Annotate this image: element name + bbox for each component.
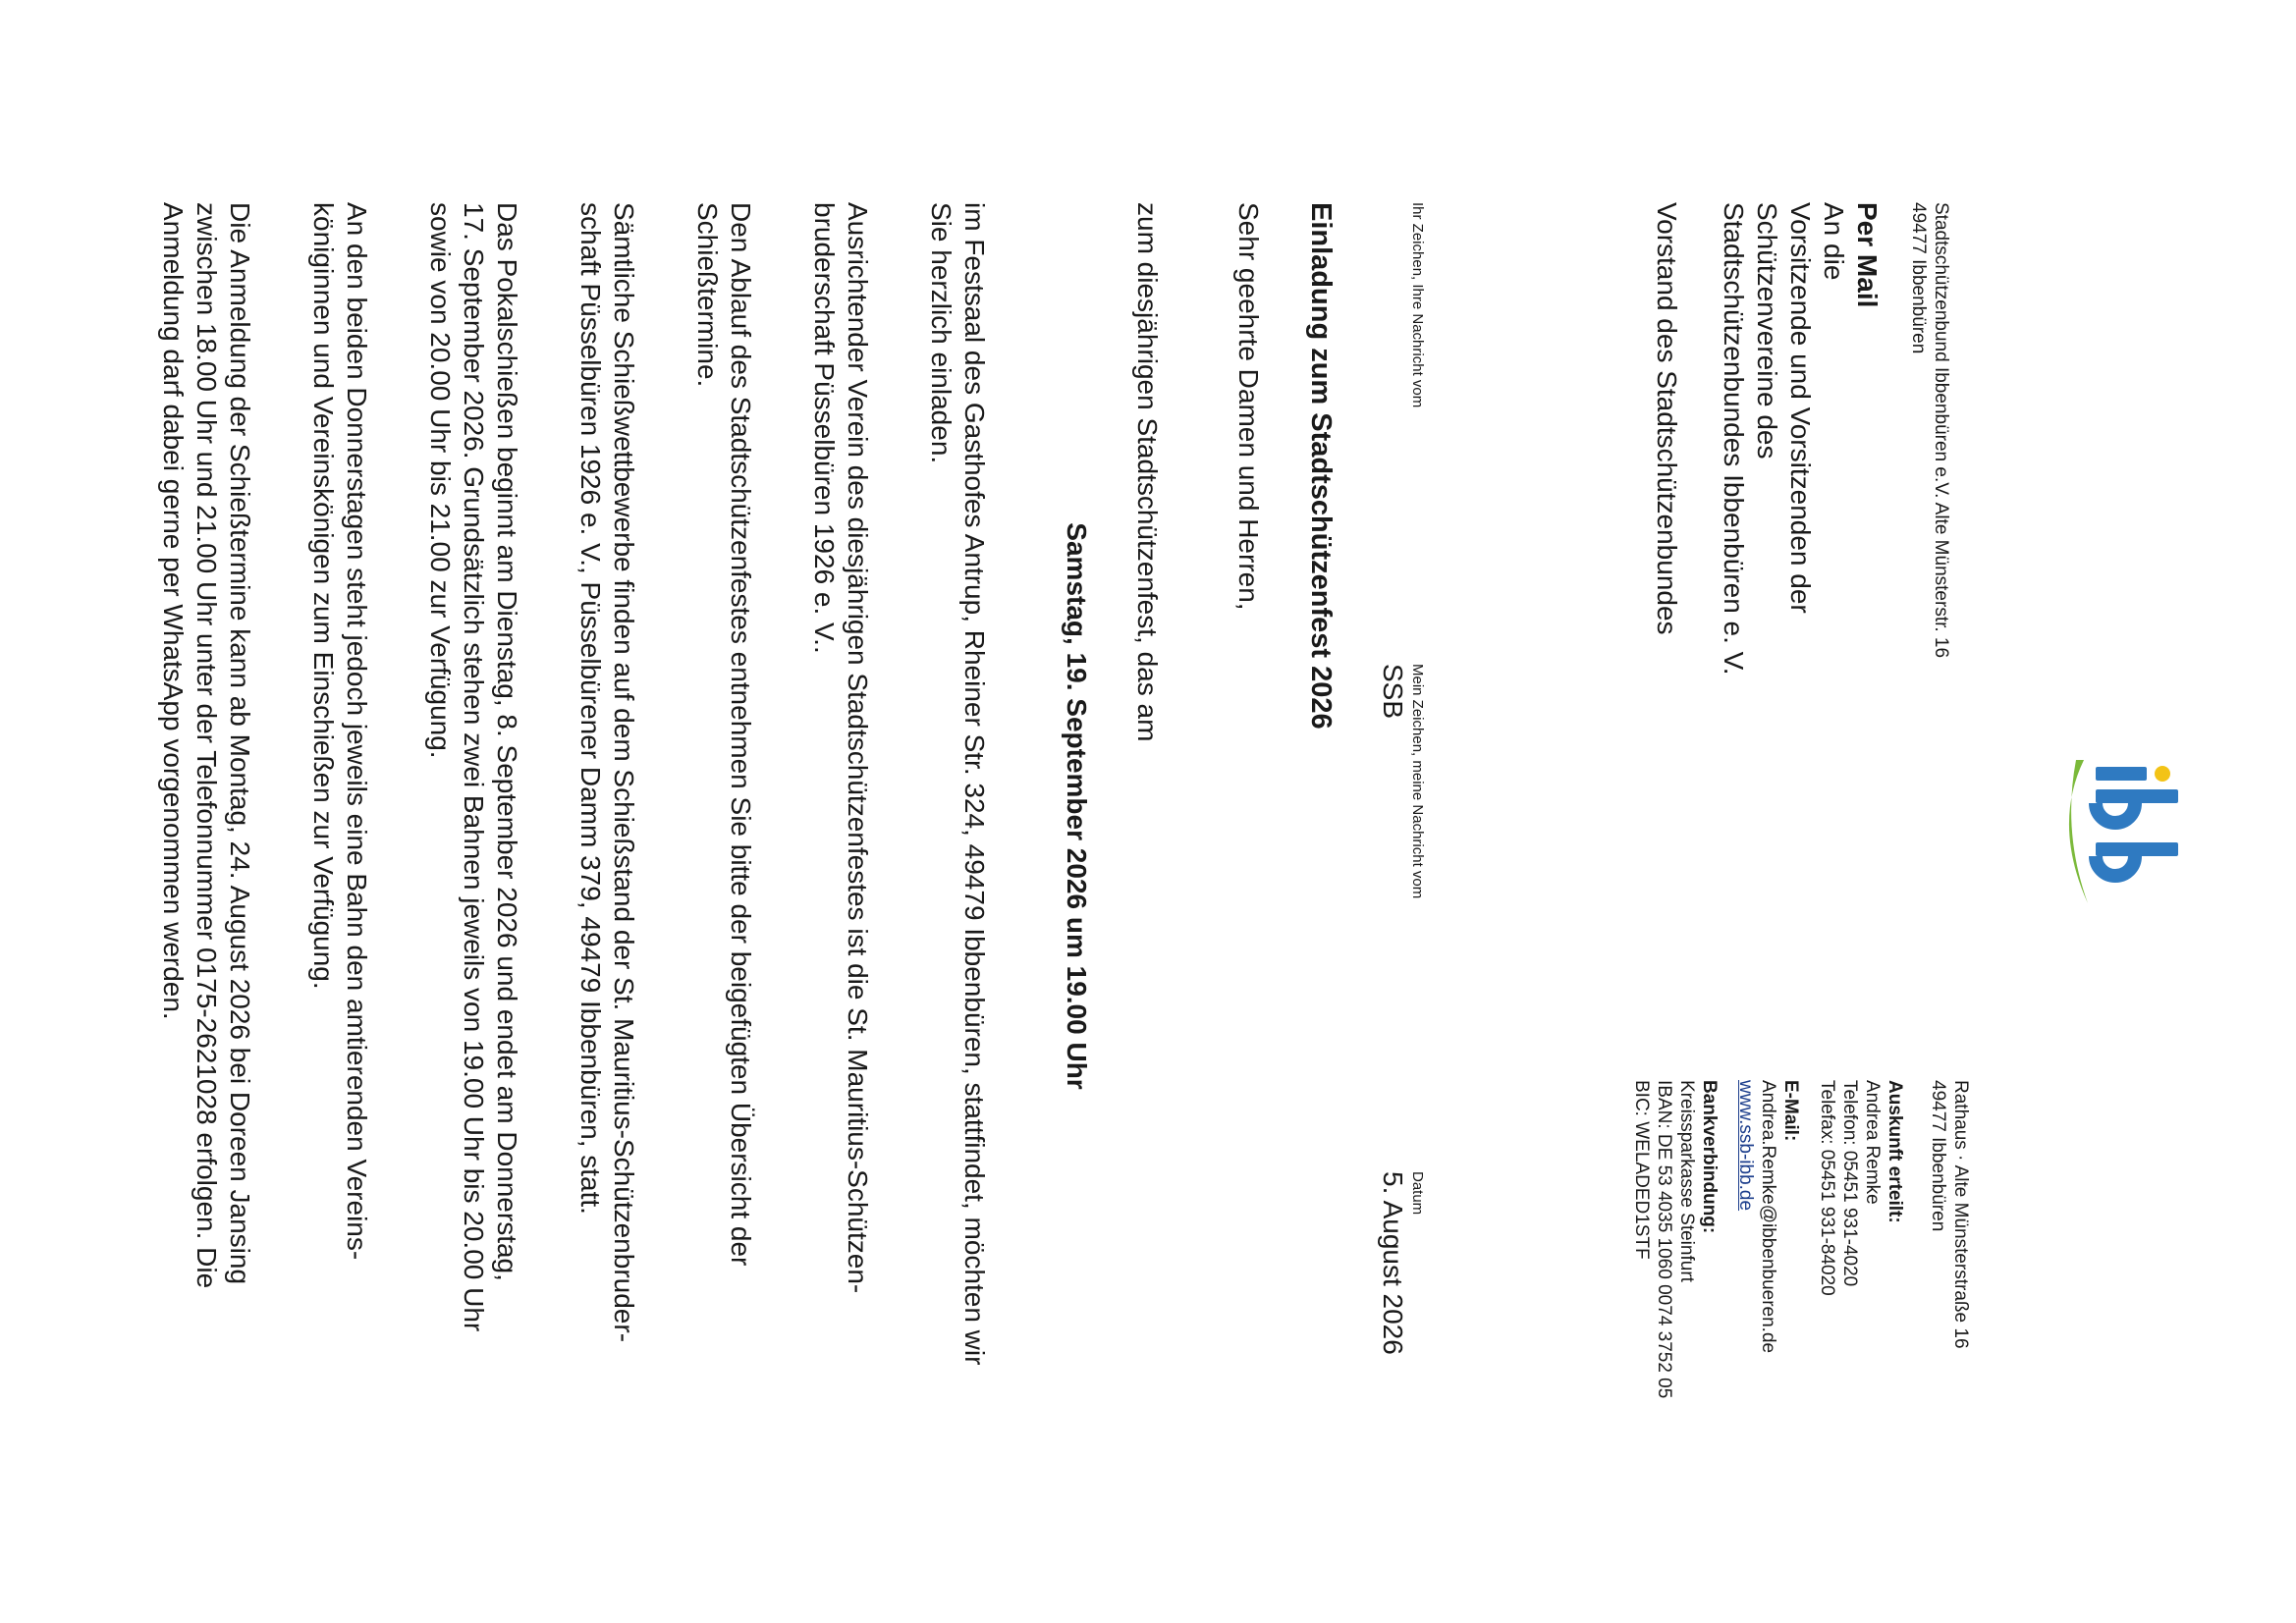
email-label: E-Mail: (1780, 1080, 1801, 1142)
subject: Einladung zum Stadtschützenfest 2026 (1305, 202, 1337, 730)
email-address: Andrea.Remke@ibbenbueren.de (1758, 1080, 1778, 1354)
paragraph: Die Anmeldung der Schießtermine kann ab Montag, 24. August 2026 bei Doreen Jansing zwischen 18.00 Uhr und 21.00 Uhr unter der Telefonnummer 0175-2621028 erfolgen. Die Anmeldung darf dabei gerne per WhatsApp vorgenommen werden. (158, 202, 255, 1289)
logo-i-stem (2096, 767, 2147, 781)
logo-swoosh (2069, 760, 2088, 903)
recipient-block (1650, 202, 1884, 890)
intro-text: zum diesjährigen Stadtschützenfest, das am (1132, 202, 1163, 742)
datum-label: Datum (1409, 1171, 1426, 1216)
mein-zeichen-label: Mein Zeichen, meine Nachricht vom (1409, 664, 1426, 899)
datum-value: 5. August 2026 (1378, 1171, 1408, 1355)
via-label: Per Mail (1852, 202, 1883, 308)
bic: BIC: WELADED1STF (1631, 1080, 1652, 1260)
ihr-zeichen-label: Ihr Zeichen, Ihre Nachricht vom (1409, 202, 1426, 408)
paragraph: Das Pokalschießen beginnt am Dienstag, 8. September 2026 und endet am Donnerstag, 17. September 2026. Grundsätzlich stehen zwei Bahnen jeweils von 19.00 Uhr bis 20.00 Uhr sowie von 20.00 Uhr bis 21.00 zur Verfügung. (425, 202, 522, 1332)
logo-b2-stem (2096, 842, 2178, 856)
fax-number: Telefax: 05451 931-84020 (1817, 1080, 1837, 1296)
logo-dot (2155, 766, 2170, 782)
contact-name: Andrea Remke (1862, 1080, 1883, 1205)
logo-b2-bowl (2096, 856, 2135, 876)
paragraph: Ausrichtender Verein des diesjährigen Stadtschützenfestes ist die St. Mauritius-Schützen- bruderschaft Püsselbüren 1926 e. V.. (809, 202, 873, 1294)
recipient-line: An die (1819, 202, 1849, 281)
phone-number: Telefon: 05451 931-4020 (1839, 1080, 1860, 1287)
logo-b1-stem (2096, 789, 2178, 803)
ibb-logo (2031, 756, 2178, 913)
auskunft-label: Auskunft erteilt: (1885, 1080, 1905, 1223)
recipient-line: Vorsitzende und Vorsitzenden der (1785, 202, 1816, 614)
recipient-line: Vorstand des Stadtschützenbundes (1652, 202, 1682, 635)
mein-zeichen-value: SSB (1378, 664, 1408, 720)
paragraph: Sämtliche Schießwettbewerbe finden auf dem Schießstand der St. Mauritius-Schützenbruder- schaft Püsselbüren 1926 e. V., Püsselbürener Damm 379, 49479 Ibbenbüren, statt. (575, 202, 639, 1343)
sender-line: Stadtschützenbund Ibbenbüren e.V. Alte Münsterstr. 16 49477 Ibbenbüren (1908, 202, 1951, 659)
bank-name: Kreissparkasse Steinfurt (1676, 1080, 1697, 1282)
info-address-1: Rathaus · Alte Münsterstraße 16 (1950, 1080, 1971, 1349)
recipient-line (1683, 202, 1717, 890)
salutation: Sehr geehrte Damen und Herren, (1233, 202, 1264, 611)
body-paragraphs (106, 202, 1024, 1439)
info-block (1630, 1080, 1972, 1571)
paragraph: An den beiden Donnerstagen steht jedoch jeweils eine Bahn den amtierenden Vereins- königinnen und Vereinskönigen zum Einschießen zur Verfügung. (308, 202, 372, 1261)
logo-b1-bowl (2096, 803, 2135, 823)
recipient-line: Schützenvereine des (1752, 202, 1782, 460)
event-date: Samstag, 19. September 2026 um 19.00 Uhr (1062, 522, 1092, 1090)
bank-label: Bankverbindung: (1699, 1080, 1720, 1234)
website-link[interactable]: www.ssb-ibb.de (1735, 1080, 1756, 1212)
paragraph: Den Ablauf des Stadtschützenfestes entnehmen Sie bitte der beigefügten Übersicht der Schießtermine. (692, 202, 756, 1267)
paragraph: im Festsaal des Gasthofes Antrup, Rheiner Str. 324, 49479 Ibbenbüren, stattfindet, möchten wir Sie herzlich einladen. (926, 202, 990, 1366)
iban: IBAN: DE 53 4035 1060 0074 3752 05 (1654, 1080, 1674, 1399)
info-address-2: 49477 Ibbenbüren (1928, 1080, 1948, 1232)
recipient-line: Stadtschützenbundes Ibbenbüren e. V. (1719, 202, 1749, 676)
